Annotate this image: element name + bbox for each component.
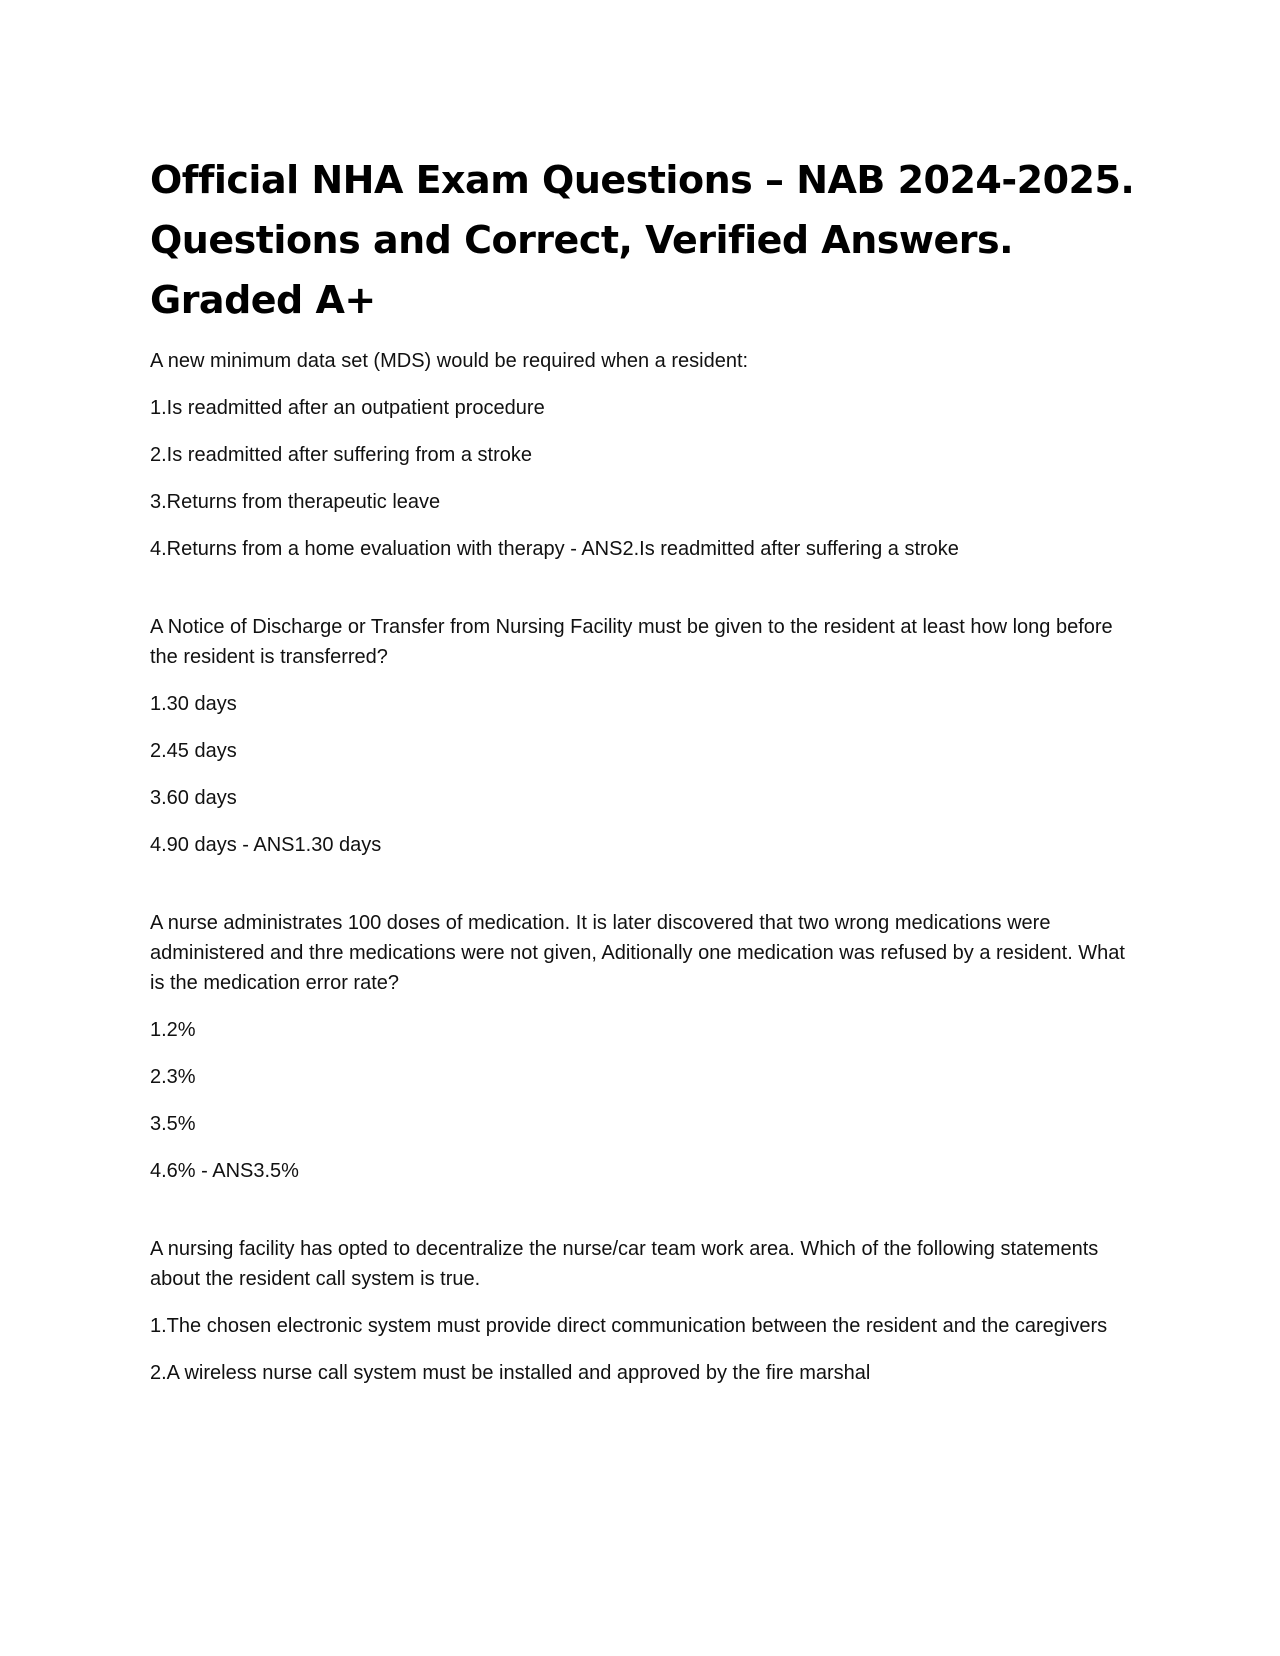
answer-option: 2.Is readmitted after suffering from a stroke [150, 444, 533, 466]
answer-option: 1.Is readmitted after an outpatient procedure [150, 397, 545, 419]
question-2 [150, 612, 1140, 860]
question-3 [150, 908, 1140, 1186]
answer-option: 1.The chosen electronic system must provide direct communication between the resident and the caregivers [150, 1315, 1108, 1337]
answer-option: 4.90 days - ANS1.30 days [150, 834, 382, 856]
question-text: A new minimum data set (MDS) would be required when a resident: [150, 350, 749, 372]
question-text: A nursing facility has opted to decentralize the nurse/car team work area. Which of the following statements about the resident call system is true. [150, 1238, 1099, 1290]
document-title: Official NHA Exam Questions – NAB 2024-2025. Questions and Correct, Verified Answers. Graded A+ [150, 158, 1135, 322]
question-text: A Notice of Discharge or Transfer from Nursing Facility must be given to the resident at least how long before the resident is transferred? [150, 616, 1113, 668]
question-1 [150, 346, 1140, 564]
question-text: A nurse administrates 100 doses of medication. It is later discovered that two wrong medications were administered and thre medications were not given, Aditionally one medication was refused by a resident. What is the medication error rate? [150, 912, 1125, 994]
answer-option: 1.2% [150, 1019, 196, 1041]
answer-option: 3.5% [150, 1113, 196, 1135]
answer-option: 3.Returns from therapeutic leave [150, 491, 441, 513]
answer-option: 2.A wireless nurse call system must be installed and approved by the fire marshal [150, 1362, 871, 1384]
answer-option: 3.60 days [150, 787, 237, 809]
answer-option: 2.45 days [150, 740, 237, 762]
answer-option: 2.3% [150, 1066, 196, 1088]
answer-option: 4.Returns from a home evaluation with therapy - ANS2.Is readmitted after suffering a stroke [150, 538, 959, 560]
answer-option: 4.6% - ANS3.5% [150, 1160, 299, 1182]
answer-option: 1.30 days [150, 693, 237, 715]
question-4 [150, 1234, 1140, 1388]
